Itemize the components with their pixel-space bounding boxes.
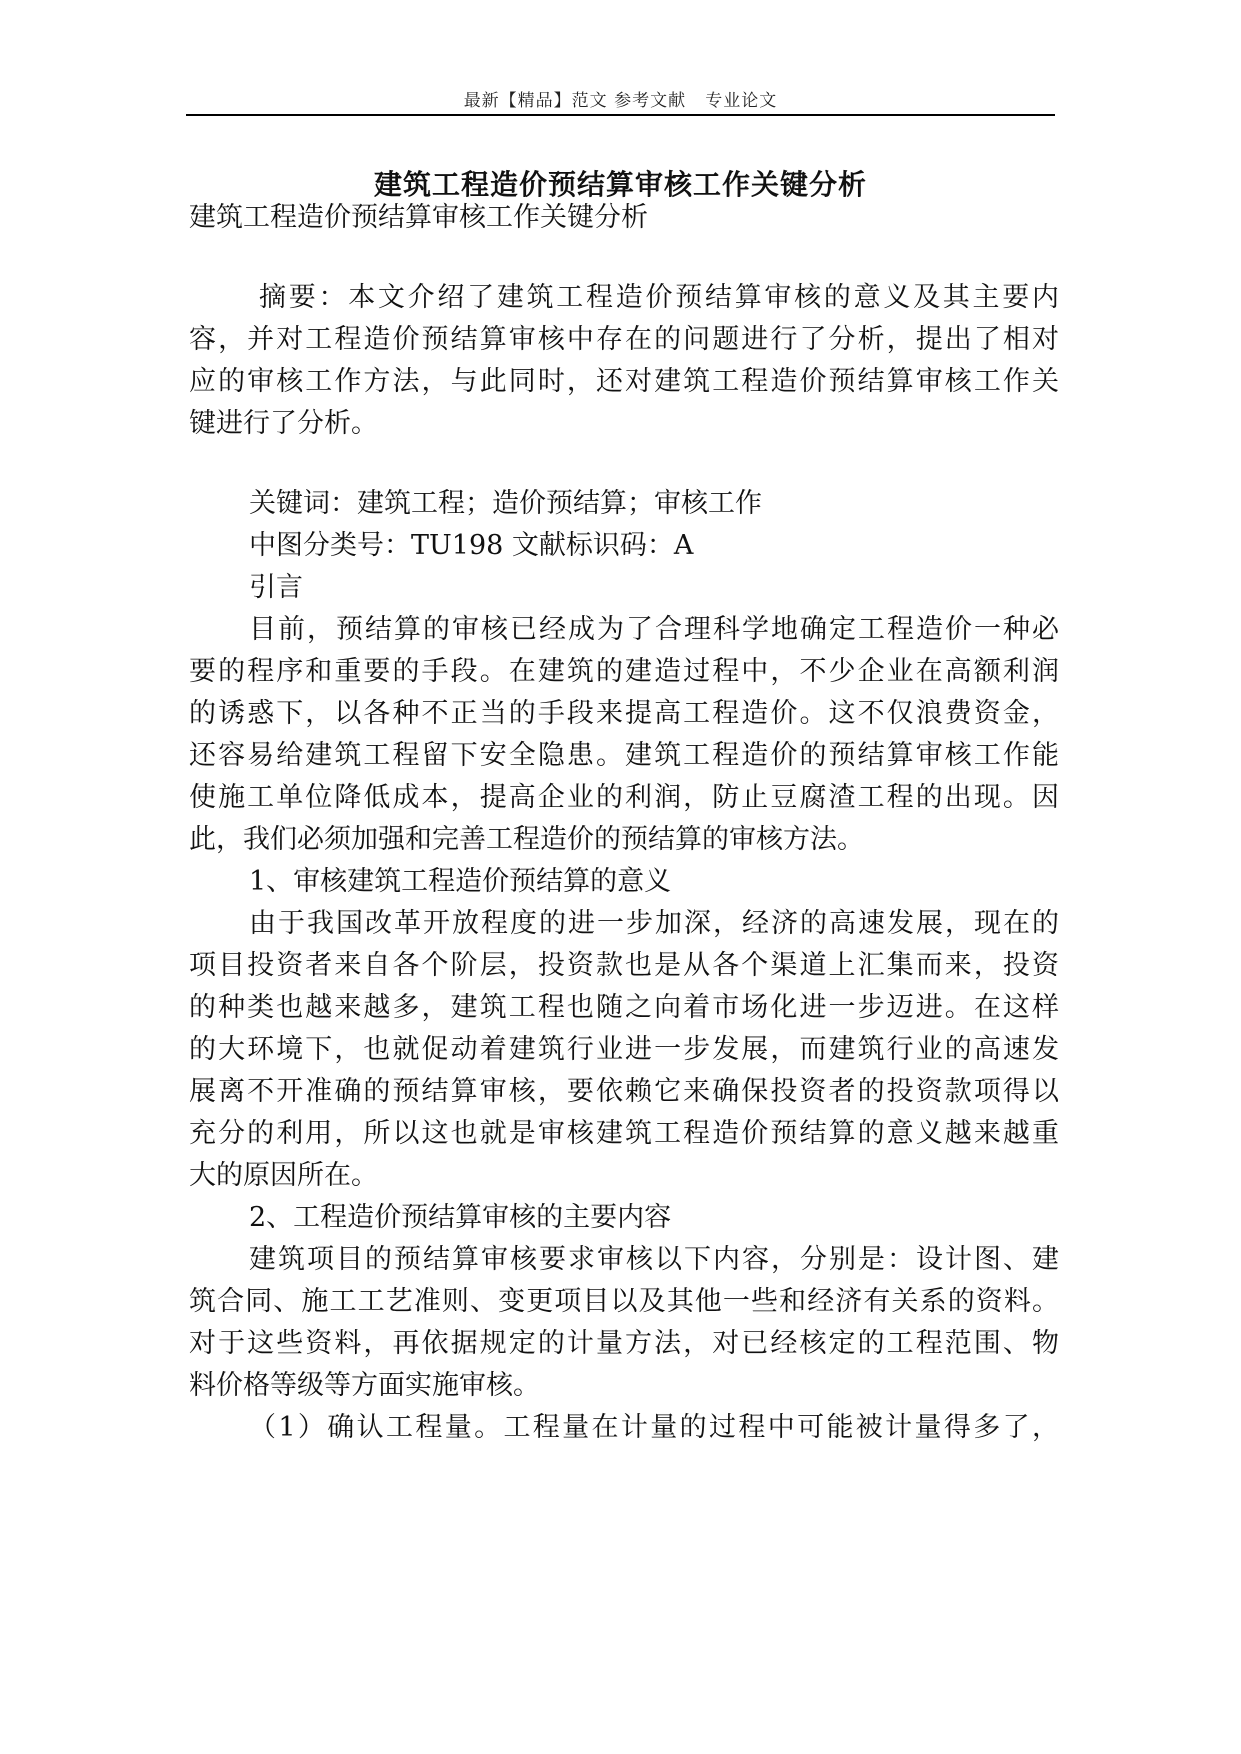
classification: 中图分类号：TU198 文献标识码：A [249, 530, 694, 561]
abstract-line: 摘要：本文介绍了建筑工程造价预结算审核的意义及其主要内 [259, 282, 1059, 313]
list-item: （1）确认工程量。工程量在计量的过程中可能被计量得多了， [249, 1412, 1059, 1443]
paragraph-line: 料价格等级等方面实施审核。 [189, 1370, 540, 1401]
section-heading: 1、审核建筑工程造价预结算的意义 [249, 866, 672, 897]
page-header: 最新【精品】范文 参考文献 专业论文 [463, 91, 778, 111]
paragraph-line: 项目投资者来自各个阶层，投资款也是从各个渠道上汇集而来，投资 [189, 950, 1059, 981]
paragraph-line: 充分的利用，所以这也就是审核建筑工程造价预结算的意义越来越重 [189, 1118, 1059, 1149]
keywords: 关键词：建筑工程；造价预结算；审核工作 [249, 488, 762, 519]
paragraph-line: 展离不开准确的预结算审核，要依赖它来确保投资者的投资款项得以 [189, 1076, 1059, 1107]
paragraph-line: 的种类也越来越多，建筑工程也随之向着市场化进一步迈进。在这样 [189, 992, 1059, 1023]
intro-heading: 引言 [249, 572, 303, 603]
abstract-line: 应的审核工作方法，与此同时，还对建筑工程造价预结算审核工作关 [189, 366, 1059, 397]
paragraph-line: 要的程序和重要的手段。在建筑的建造过程中，不少企业在高额利润 [189, 656, 1059, 687]
section-heading: 2、工程造价预结算审核的主要内容 [249, 1202, 672, 1233]
paragraph-line: 还容易给建筑工程留下安全隐患。建筑工程造价的预结算审核工作能 [189, 740, 1059, 771]
paragraph-line: 建筑项目的预结算审核要求审核以下内容，分别是：设计图、建 [249, 1244, 1059, 1275]
paragraph-line: 使施工单位降低成本，提高企业的利润，防止豆腐渣工程的出现。因 [189, 782, 1059, 813]
paragraph-line: 由于我国改革开放程度的进一步加深，经济的高速发展，现在的 [249, 908, 1059, 939]
paragraph-line: 目前，预结算的审核已经成为了合理科学地确定工程造价一种必 [249, 614, 1059, 645]
paragraph-line: 大的原因所在。 [189, 1160, 378, 1191]
paragraph-line: 此，我们必须加强和完善工程造价的预结算的审核方法。 [189, 824, 864, 855]
paragraph-line: 的大环境下，也就促动着建筑行业进一步发展，而建筑行业的高速发 [189, 1034, 1059, 1065]
paragraph-line: 的诱惑下，以各种不正当的手段来提高工程造价。这不仅浪费资金， [189, 698, 1059, 729]
document-title: 建筑工程造价预结算审核工作关键分析 [373, 168, 867, 201]
paragraph-line: 筑合同、施工工艺准则、变更项目以及其他一些和经济有关系的资料。 [189, 1286, 1059, 1317]
header-rule [186, 114, 1055, 116]
abstract-line: 容，并对工程造价预结算审核中存在的问题进行了分析，提出了相对 [189, 324, 1059, 355]
subtitle: 建筑工程造价预结算审核工作关键分析 [189, 202, 648, 233]
abstract-line: 键进行了分析。 [189, 408, 378, 439]
paragraph-line: 对于这些资料，再依据规定的计量方法，对已经核定的工程范围、物 [189, 1328, 1059, 1359]
